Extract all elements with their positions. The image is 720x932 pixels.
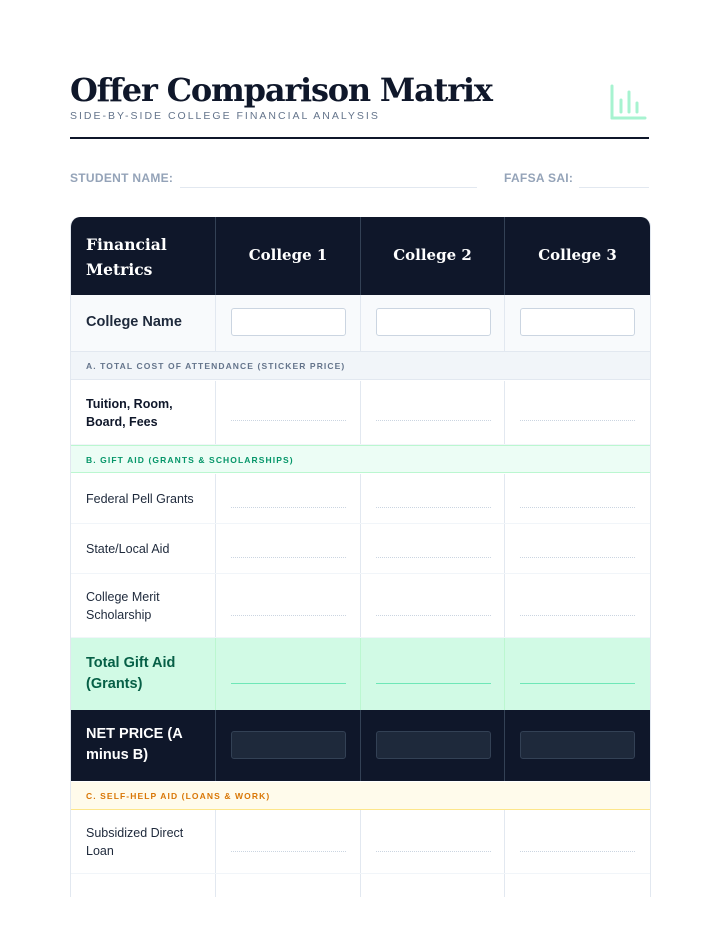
fafsa-sai-field[interactable]	[579, 187, 649, 188]
state-aid-college-2-field[interactable]	[376, 557, 491, 558]
section-c-header	[71, 782, 650, 810]
merit-scholarship-label: College Merit Scholarship	[86, 590, 160, 622]
fafsa-sai-label: FAFSA SAI:	[504, 171, 574, 185]
tuition-college-3-field[interactable]	[520, 420, 635, 421]
merit-college-2-field[interactable]	[376, 615, 491, 616]
pell-college-3-field[interactable]	[520, 507, 635, 508]
total-gift-aid-row	[71, 638, 650, 710]
section-c-label: C. SELF-HELP AID (LOANS & WORK)	[86, 791, 271, 801]
merit-college-1-field[interactable]	[231, 615, 346, 616]
bar-chart-icon	[608, 82, 648, 122]
header-financial-metrics: Financial Metrics	[86, 235, 167, 279]
merit-college-3-field[interactable]	[520, 615, 635, 616]
pell-college-2-field[interactable]	[376, 507, 491, 508]
college-2-name-input[interactable]	[376, 308, 491, 336]
college-1-name-input[interactable]	[231, 308, 346, 336]
tuition-row	[71, 381, 650, 445]
next-loan-row	[71, 874, 650, 897]
net-price-label: NET PRICE (A minus B)	[86, 726, 183, 763]
subsidized-college-1-field[interactable]	[231, 851, 346, 852]
student-name-field[interactable]	[180, 187, 477, 188]
state-aid-row	[71, 524, 650, 574]
header-college-1: College 1	[248, 246, 328, 264]
net-price-college-2-input[interactable]	[376, 731, 491, 759]
table-header-row	[71, 217, 650, 295]
state-aid-college-3-field[interactable]	[520, 557, 635, 558]
college-name-row	[71, 295, 650, 352]
total-gift-college-3-field[interactable]	[520, 683, 635, 684]
student-name-label: STUDENT NAME:	[70, 171, 174, 185]
state-aid-college-1-field[interactable]	[231, 557, 346, 558]
page-title: Offer Comparison Matrix	[70, 71, 492, 109]
pell-college-1-field[interactable]	[231, 507, 346, 508]
state-aid-label: State/Local Aid	[86, 542, 170, 556]
section-a-label: A. TOTAL COST OF ATTENDANCE (STICKER PRICE)	[86, 361, 346, 371]
subsidized-loan-label: Subsidized Direct Loan	[86, 826, 184, 858]
tuition-college-1-field[interactable]	[231, 420, 346, 421]
subsidized-loan-row	[71, 810, 650, 874]
subsidized-college-3-field[interactable]	[520, 851, 635, 852]
section-b-header	[71, 445, 650, 473]
college-3-name-input[interactable]	[520, 308, 635, 336]
header-college-3: College 3	[538, 246, 617, 264]
merit-scholarship-row	[71, 574, 650, 638]
section-a-header	[71, 352, 650, 380]
net-price-college-3-input[interactable]	[520, 731, 635, 759]
page-subtitle: SIDE-BY-SIDE COLLEGE FINANCIAL ANALYSIS	[70, 110, 380, 122]
college-name-label: College Name	[86, 314, 182, 330]
tuition-label: Tuition, Room, Board, Fees	[86, 397, 173, 429]
pell-grants-row	[71, 474, 650, 524]
tuition-college-2-field[interactable]	[376, 420, 491, 421]
total-gift-college-1-field[interactable]	[231, 683, 346, 684]
comparison-table	[70, 217, 651, 897]
subsidized-college-2-field[interactable]	[376, 851, 491, 852]
header-divider	[70, 137, 649, 139]
net-price-row	[71, 710, 650, 781]
total-gift-college-2-field[interactable]	[376, 683, 491, 684]
section-b-label: B. GIFT AID (GRANTS & SCHOLARSHIPS)	[86, 455, 294, 465]
header-college-2: College 2	[393, 246, 472, 264]
net-price-college-1-input[interactable]	[231, 731, 346, 759]
total-gift-aid-label: Total Gift Aid (Grants)	[86, 655, 176, 692]
pell-grants-label: Federal Pell Grants	[86, 492, 194, 506]
